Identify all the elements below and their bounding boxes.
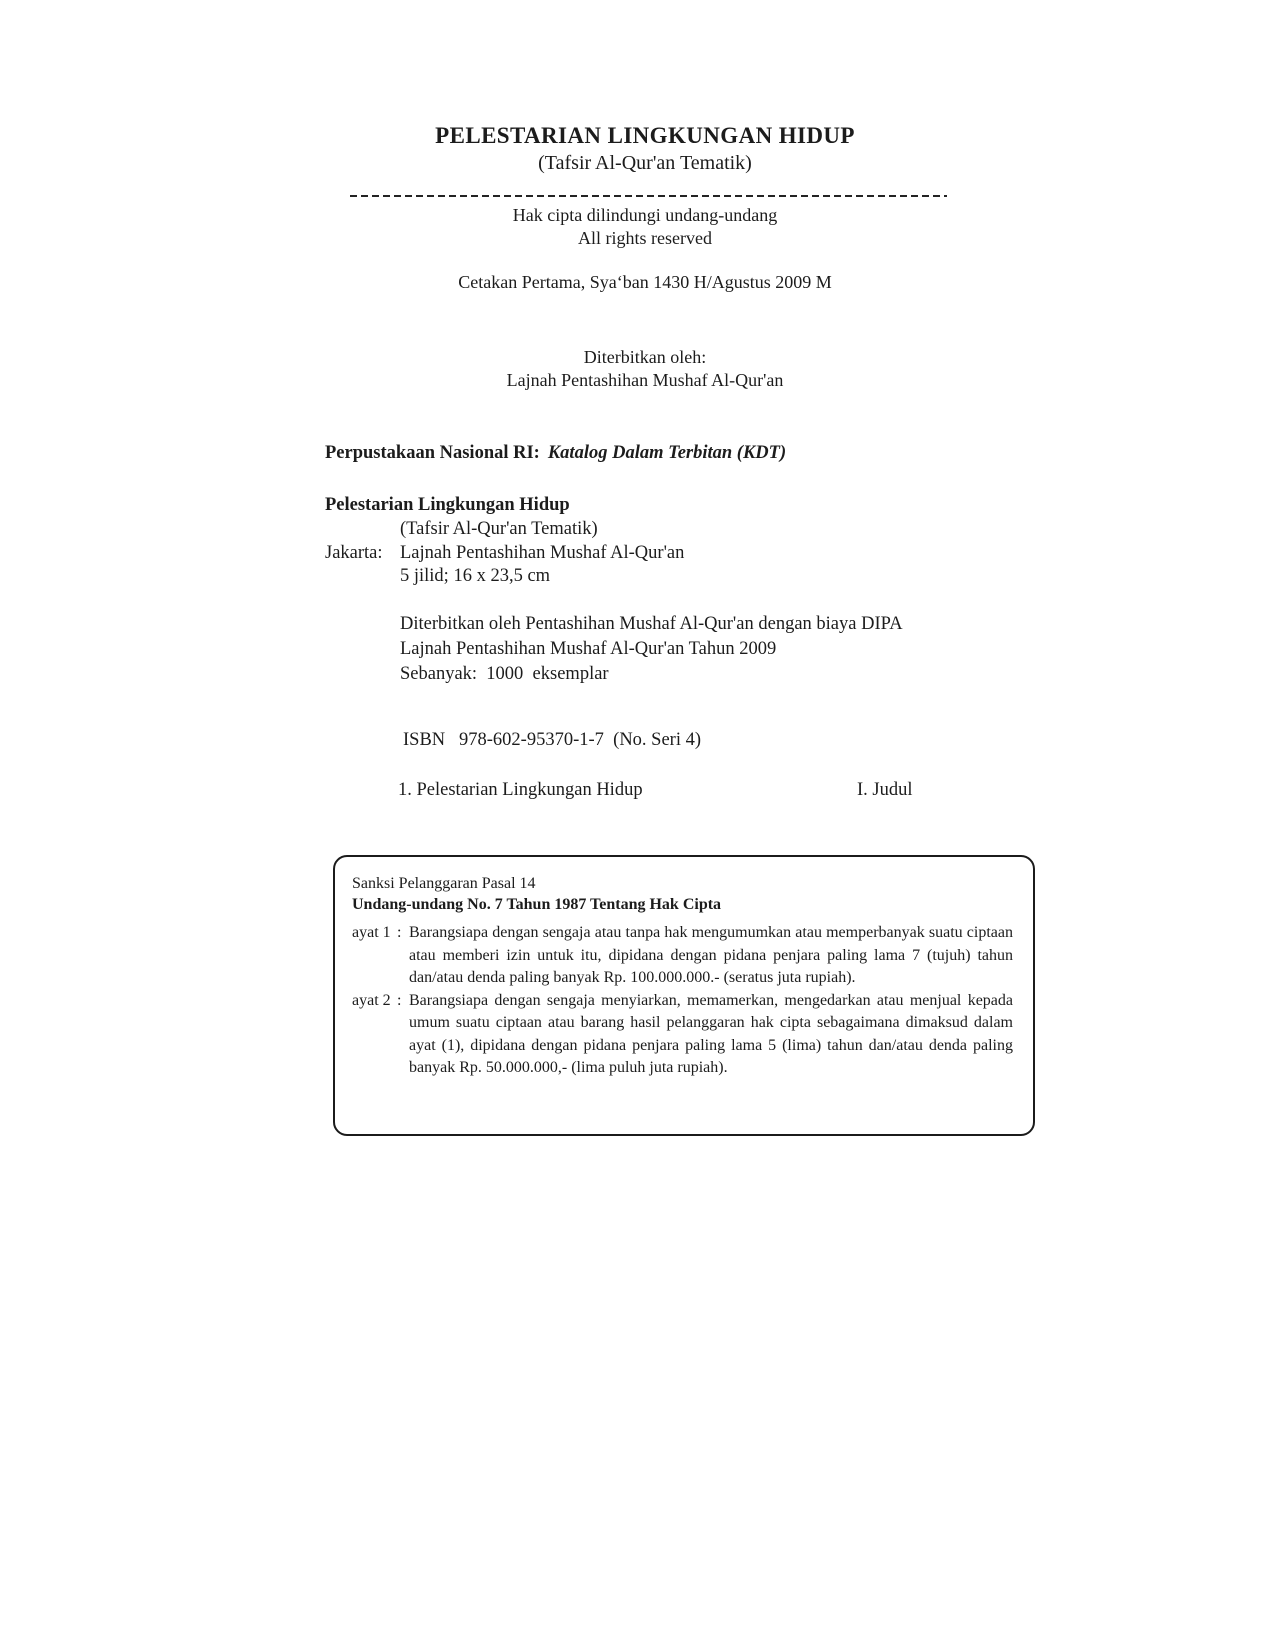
isbn-line: ISBN 978-602-95370-1-7 (No. Seri 4) [403, 730, 702, 750]
kdt-book-subtitle: (Tafsir Al-Qur'an Tematik) [400, 519, 598, 539]
published-by-label: Diterbitkan oleh: [583, 347, 707, 367]
copyright-notice-line1: Hak cipta dilindungi undang-undang [512, 205, 778, 225]
sanction-clauses [352, 922, 1013, 1080]
kdt-note-line1: Diterbitkan oleh Pentashihan Mushaf Al-Qur'an dengan biaya DIPA [400, 614, 903, 634]
clause-2-label: ayat 2 [352, 991, 391, 1009]
edition-line: Cetakan Pertama, Sya‘ban 1430 H/Agustus 2009 M [458, 272, 832, 292]
sanction-heading-line2: Undang-undang No. 7 Tahun 1987 Tentang Hak Cipta [352, 896, 722, 913]
clause-1-colon: : [397, 924, 402, 941]
clause-2-colon: : [397, 991, 402, 1009]
sanction-heading-line1: Sanksi Pelanggaran Pasal 14 [352, 875, 536, 892]
kdt-book-title: Pelestarian Lingkungan Hidup [325, 495, 570, 515]
catalog-entries-row [398, 779, 958, 802]
book-title: PELESTARIAN LINGKUNGAN HIDUP [435, 123, 855, 148]
kdt-heading [325, 442, 786, 465]
clause-1-label: ayat 1 [352, 924, 391, 941]
clause-1-text: Barangsiapa dengan sengaja atau tanpa hak mengumumkan atau memperbanyak suatu ciptaan atau memberi izin untuk itu, dipidana dengan pidana penjara paling lama 7 (tujuh) tahun dan/atau denda paling banyak Rp. 100.000.000.- (seratus juta rupiah). [409, 924, 1013, 986]
kdt-note-line2: Lajnah Pentashihan Mushaf Al-Qur'an Tahun 2009 [400, 639, 777, 659]
kdt-publication-notes [400, 612, 903, 687]
sanction-clause-1 [352, 922, 1013, 990]
copyright-notice-line2: All rights reserved [578, 228, 712, 248]
kdt-place-row [325, 542, 684, 565]
book-subtitle: (Tafsir Al-Qur'an Tematik) [538, 152, 752, 174]
sanction-box [333, 855, 1035, 1136]
sanction-clause-2 [352, 990, 1013, 1080]
kdt-heading-italic: Katalog Dalam Terbitan (KDT) [547, 443, 787, 463]
kdt-publisher: Lajnah Pentashihan Mushaf Al-Qur'an [400, 543, 685, 563]
catalog-entry-subject: 1. Pelestarian Lingkungan Hidup [398, 780, 643, 800]
published-by-name: Lajnah Pentashihan Mushaf Al-Qur'an [506, 370, 784, 390]
clause-2-text: Barangsiapa dengan sengaja menyiarkan, memamerkan, mengedarkan atau menjual kepada umum suatu ciptaan atau barang hasil pelanggaran hak cipta sebagaimana dimaksud dalam ayat (1), dipidana dengan pidana penjara paling lama 5 (lima) tahun dan/atau denda paling banyak Rp. 50.000.000,- (lima puluh juta rupiah). [409, 991, 1013, 1076]
dashed-divider [350, 195, 947, 197]
catalog-entry-title: I. Judul [857, 780, 913, 800]
kdt-collation: 5 jilid; 16 x 23,5 cm [400, 566, 551, 586]
kdt-place-label: Jakarta: [325, 543, 383, 563]
kdt-heading-plain: Perpustakaan Nasional RI: [325, 443, 540, 463]
kdt-note-line3: Sebanyak: 1000 eksemplar [400, 664, 609, 684]
